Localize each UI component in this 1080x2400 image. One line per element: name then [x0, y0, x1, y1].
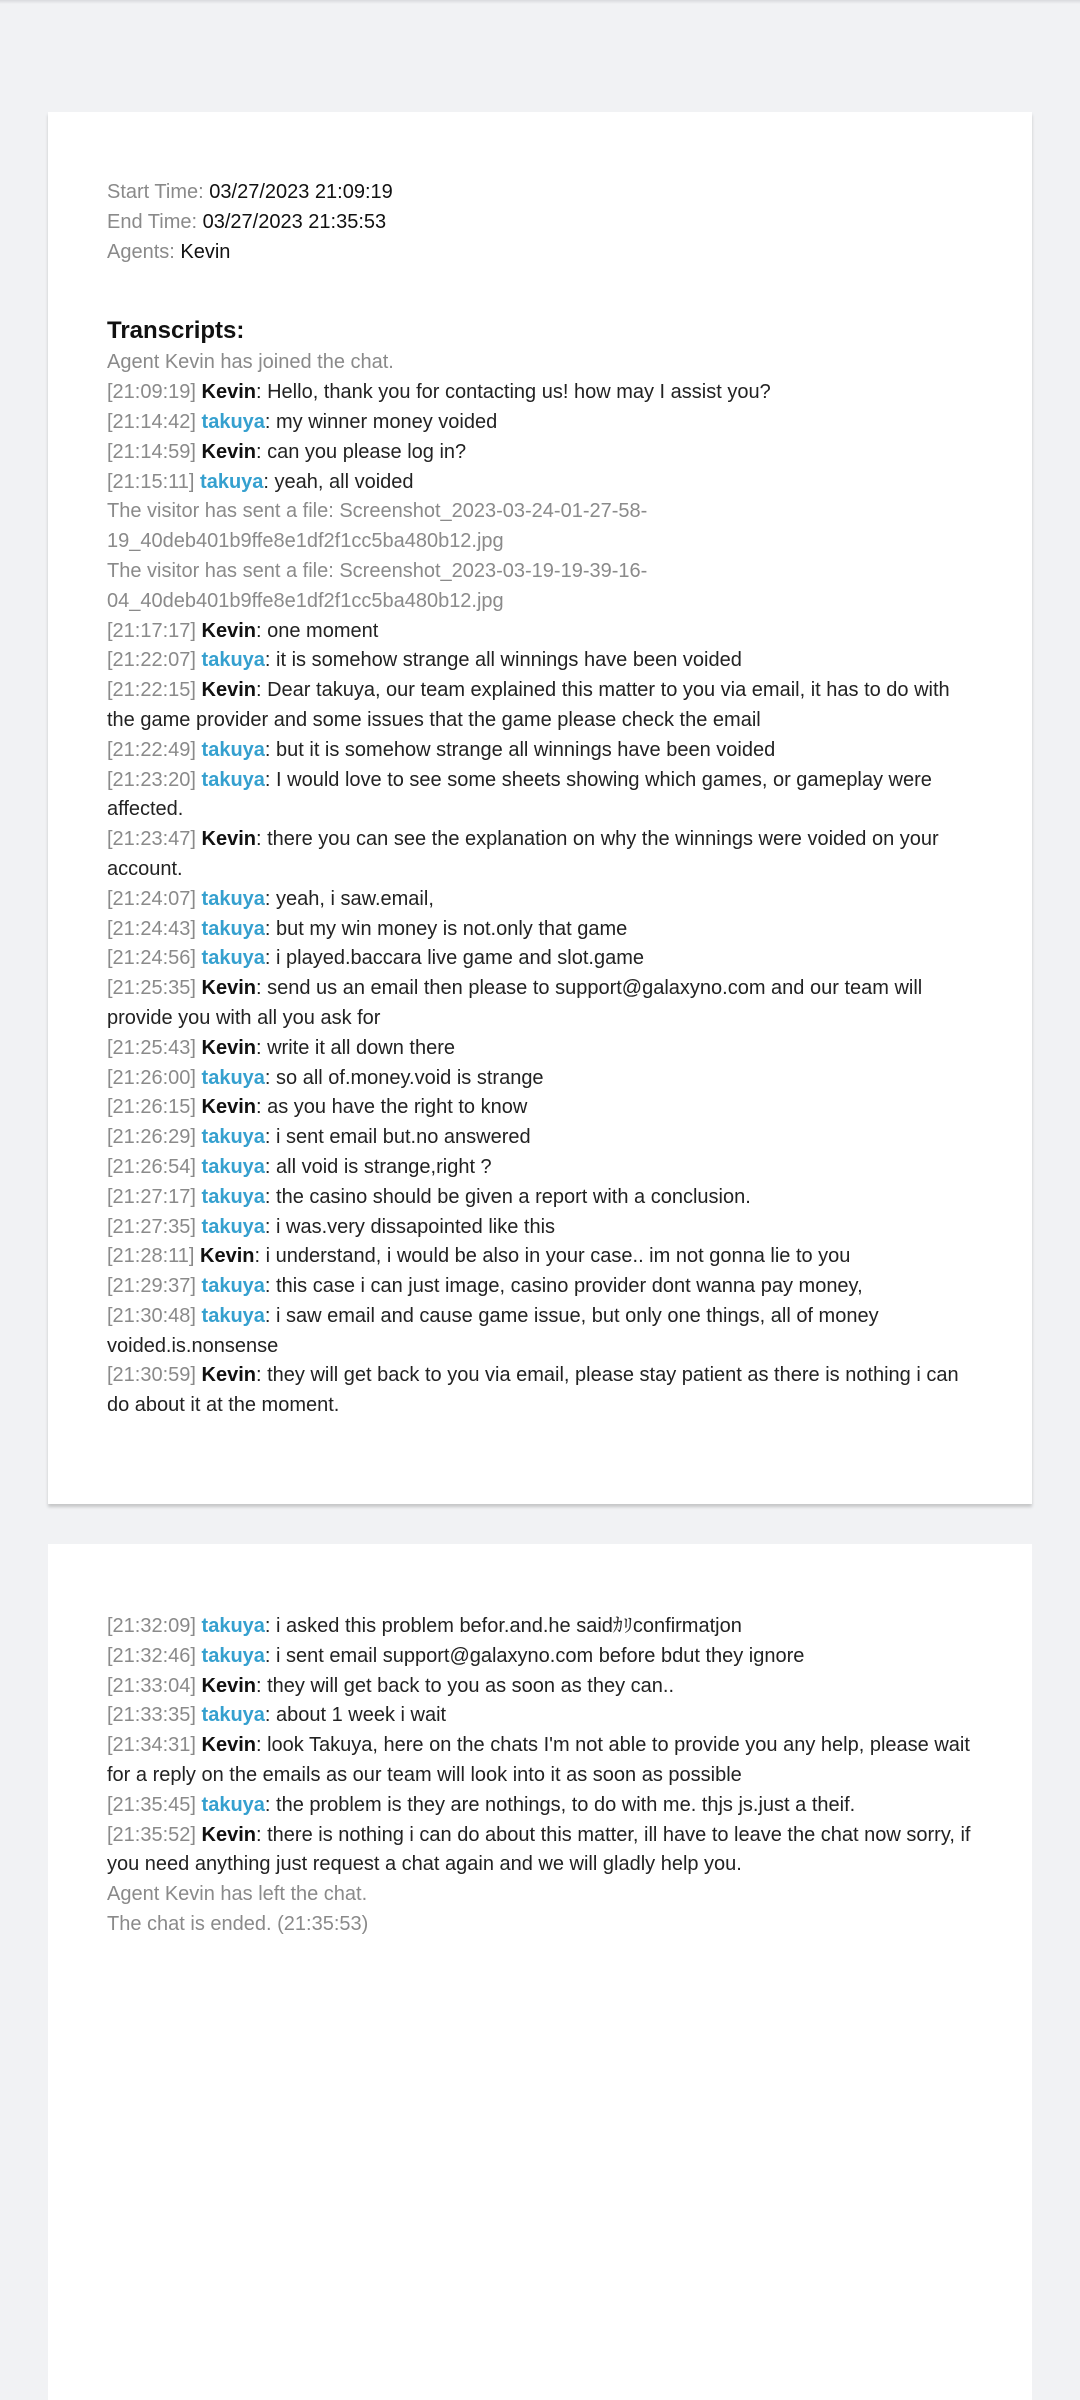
- visitor-name: takuya: [201, 1304, 265, 1327]
- message-text: : they will get back to you via email, please stay patient as there is nothing i can do about it at the moment.: [107, 1364, 959, 1417]
- visitor-name: takuya: [201, 1793, 265, 1816]
- transcript-page-1: [48, 112, 1032, 1504]
- chat-message: [107, 1242, 977, 1272]
- end-time-label: End Time:: [107, 210, 198, 233]
- message-text: : i sent email support@galaxyno.com before bdut they ignore: [264, 1644, 805, 1667]
- agent-name: Kevin: [201, 1674, 256, 1697]
- visitor-name: takuya: [201, 1644, 265, 1667]
- chat-message: [107, 438, 977, 468]
- message-timestamp: [21:27:35]: [107, 1215, 196, 1238]
- chat-message: [107, 378, 977, 408]
- message-timestamp: [21:14:42]: [107, 410, 196, 433]
- message-timestamp: [21:24:43]: [107, 917, 196, 940]
- start-time-label: Start Time:: [107, 181, 204, 203]
- visitor-name: takuya: [201, 1185, 265, 1208]
- chat-message: [107, 974, 977, 1034]
- transcripts-heading: Transcripts:: [107, 317, 245, 345]
- agent-name: Kevin: [200, 1245, 255, 1268]
- chat-message: [107, 1612, 977, 1642]
- message-timestamp: [21:23:47]: [107, 828, 196, 851]
- message-text: : i was.very dissapointed like this: [264, 1215, 556, 1238]
- chat-message: [107, 915, 977, 945]
- message-text: : Hello, thank you for contacting us! how may I assist you?: [256, 381, 771, 404]
- agent-name: Kevin: [201, 619, 256, 642]
- message-timestamp: [21:17:17]: [107, 619, 196, 642]
- agents-row: [107, 238, 977, 268]
- visitor-name: takuya: [201, 917, 265, 940]
- message-text: : but it is somehow strange all winnings have been voided: [264, 738, 776, 761]
- message-timestamp: [21:28:11]: [107, 1245, 195, 1268]
- message-text: : Dear takuya, our team explained this matter to you via email, it has to do with the game provider and some issues that the game please check the email: [107, 679, 950, 731]
- message-text: : but my win money is not.only that game: [264, 917, 628, 940]
- chat-message: [107, 1213, 977, 1243]
- start-time-row: [107, 178, 977, 208]
- message-timestamp: [21:26:29]: [107, 1126, 196, 1149]
- visitor-name: takuya: [201, 410, 265, 433]
- chat-message: [107, 1361, 977, 1421]
- visitor-name: takuya: [201, 649, 265, 672]
- message-text: : my winner money voided: [264, 410, 498, 433]
- chat-message: [107, 1034, 977, 1064]
- message-text: : all void is strange,right ?: [264, 1155, 492, 1178]
- chat-message: [107, 1183, 977, 1213]
- message-timestamp: [21:30:48]: [107, 1304, 196, 1327]
- chat-message: [107, 646, 977, 676]
- message-timestamp: [21:22:15]: [107, 679, 196, 702]
- message-timestamp: [21:33:04]: [107, 1674, 196, 1697]
- visitor-name: takuya: [200, 470, 264, 493]
- message-text: : i understand, i would be also in your case.. im not gonna lie to you: [254, 1245, 851, 1268]
- chat-message: [107, 1153, 977, 1183]
- message-timestamp: [21:14:59]: [107, 440, 196, 463]
- message-text: : the problem is they are nothings, to do with me. thjs js.just a theif.: [264, 1793, 856, 1816]
- message-text: : as you have the right to know: [256, 1096, 528, 1119]
- system-message: The chat is ended. (21:35:53): [107, 1912, 369, 1935]
- visitor-name: takuya: [201, 1615, 265, 1637]
- agent-name: Kevin: [201, 1823, 256, 1846]
- message-text: : I would love to see some sheets showing which games, or gameplay were affected.: [107, 768, 932, 821]
- message-text: : there is nothing i can do about this matter, ill have to leave the chat now sorry, if you need anything just request a chat again and we will gladly help you.: [107, 1823, 971, 1876]
- chat-message: [107, 1272, 977, 1302]
- message-text: : the casino should be given a report with a conclusion.: [264, 1185, 751, 1208]
- visitor-name: takuya: [201, 1126, 265, 1149]
- chat-message: [107, 1791, 977, 1821]
- message-text: : send us an email then please to support@galaxyno.com and our team will provide you with all you ask for: [107, 977, 923, 1029]
- message-timestamp: [21:24:07]: [107, 887, 196, 910]
- message-timestamp: [21:32:46]: [107, 1644, 196, 1667]
- message-timestamp: [21:25:43]: [107, 1036, 196, 1059]
- agents-label: Agents:: [107, 240, 175, 263]
- transcript-list: [107, 348, 977, 1421]
- message-timestamp: [21:09:19]: [107, 381, 196, 404]
- message-text: : so all of.money.void is strange: [264, 1066, 544, 1089]
- end-time-row: [107, 208, 977, 238]
- message-text: : yeah, i saw.email,: [264, 887, 434, 910]
- message-text: : i sent email but.no answered: [264, 1126, 531, 1149]
- chat-metadata: [107, 112, 977, 267]
- chat-message: [107, 1731, 977, 1791]
- start-time-value: 03/27/2023 21:09:19: [209, 181, 393, 203]
- visitor-name: takuya: [201, 1275, 265, 1298]
- message-text: : they will get back to you as soon as they can..: [256, 1674, 675, 1697]
- agent-name: Kevin: [201, 1364, 256, 1387]
- chat-message: [107, 408, 977, 438]
- visitor-name: takuya: [201, 1215, 265, 1238]
- message-timestamp: [21:27:17]: [107, 1185, 196, 1208]
- message-timestamp: [21:24:56]: [107, 947, 196, 970]
- message-text: : can you please log in?: [256, 440, 467, 463]
- message-text: : i played.baccara live game and slot.game: [264, 947, 645, 970]
- system-message: Agent Kevin has left the chat.: [107, 1883, 368, 1906]
- agent-name: Kevin: [201, 1036, 256, 1059]
- message-text: : look Takuya, here on the chats I'm not able to provide you any help, please wait for a reply on the emails as our team will look into it as soon as possible: [107, 1734, 970, 1786]
- chat-message: [107, 1064, 977, 1094]
- top-shadow: [0, 0, 1080, 4]
- agent-name: Kevin: [201, 381, 256, 404]
- chat-message: [107, 1672, 977, 1702]
- chat-message: [107, 1642, 977, 1672]
- visitor-name: takuya: [201, 1066, 265, 1089]
- transcript-list: [107, 1612, 977, 1940]
- message-text: : there you can see the explanation on why the winnings were voided on your account.: [107, 828, 939, 880]
- visitor-name: takuya: [201, 1155, 265, 1178]
- system-message: Agent Kevin has joined the chat.: [107, 351, 394, 374]
- chat-message: [107, 1302, 977, 1362]
- agent-name: Kevin: [201, 1096, 256, 1119]
- message-text: : i saw email and cause game issue, but only one things, all of money voided.is.nonsense: [107, 1304, 879, 1357]
- visitor-name: takuya: [201, 1704, 265, 1727]
- message-timestamp: [21:22:07]: [107, 649, 196, 672]
- message-timestamp: [21:25:35]: [107, 977, 196, 1000]
- chat-message: [107, 825, 977, 885]
- visitor-name: takuya: [201, 887, 265, 910]
- agent-name: Kevin: [201, 977, 256, 1000]
- chat-message: [107, 676, 977, 736]
- message-timestamp: [21:15:11]: [107, 470, 195, 493]
- agent-name: Kevin: [201, 679, 256, 702]
- message-text: : yeah, all voided: [263, 470, 414, 493]
- chat-message: [107, 944, 977, 974]
- end-time-value: 03/27/2023 21:35:53: [202, 210, 387, 233]
- message-timestamp: [21:26:15]: [107, 1096, 196, 1119]
- message-timestamp: [21:29:37]: [107, 1275, 196, 1298]
- visitor-name: takuya: [201, 738, 265, 761]
- message-timestamp: [21:35:52]: [107, 1823, 196, 1846]
- chat-message: [107, 885, 977, 915]
- agent-name: Kevin: [201, 828, 256, 851]
- chat-message: [107, 736, 977, 766]
- message-timestamp: [21:33:35]: [107, 1704, 196, 1727]
- message-timestamp: [21:26:00]: [107, 1066, 196, 1089]
- agent-name: Kevin: [201, 440, 256, 463]
- chat-message: [107, 617, 977, 647]
- message-text: : this case i can just image, casino provider dont wanna pay money,: [264, 1275, 863, 1298]
- system-message: The visitor has sent a file: Screenshot_2023-03-24-01-27-58- 19_40deb401b9ffe8e1df2f1cc5ba480b12.jpg: [107, 500, 648, 553]
- chat-message: [107, 468, 977, 498]
- transcript-page-2: [48, 1544, 1032, 2400]
- agents-value: Kevin: [180, 240, 231, 263]
- chat-message: [107, 1701, 977, 1731]
- message-text: : about 1 week i wait: [264, 1704, 447, 1727]
- message-timestamp: [21:26:54]: [107, 1155, 196, 1178]
- visitor-name: takuya: [201, 768, 265, 791]
- system-message: The visitor has sent a file: Screenshot_2023-03-19-19-39-16- 04_40deb401b9ffe8e1df2f1cc5ba480b12.jpg: [107, 559, 648, 612]
- message-timestamp: [21:34:31]: [107, 1734, 196, 1757]
- chat-message: [107, 1093, 977, 1123]
- chat-message: [107, 1821, 977, 1881]
- message-text: : write it all down there: [256, 1036, 455, 1059]
- message-text: : i asked this problem befor.and.he saidｶﾘconfirmatjon: [264, 1615, 742, 1637]
- message-text: : it is somehow strange all winnings have been voided: [264, 649, 742, 672]
- message-timestamp: [21:30:59]: [107, 1364, 196, 1387]
- message-timestamp: [21:22:49]: [107, 738, 196, 761]
- message-timestamp: [21:32:09]: [107, 1615, 196, 1637]
- visitor-name: takuya: [201, 947, 265, 970]
- message-timestamp: [21:35:45]: [107, 1793, 196, 1816]
- message-text: : one moment: [256, 619, 379, 642]
- chat-message: [107, 766, 977, 826]
- agent-name: Kevin: [201, 1734, 256, 1757]
- chat-message: [107, 1123, 977, 1153]
- message-timestamp: [21:23:20]: [107, 768, 196, 791]
